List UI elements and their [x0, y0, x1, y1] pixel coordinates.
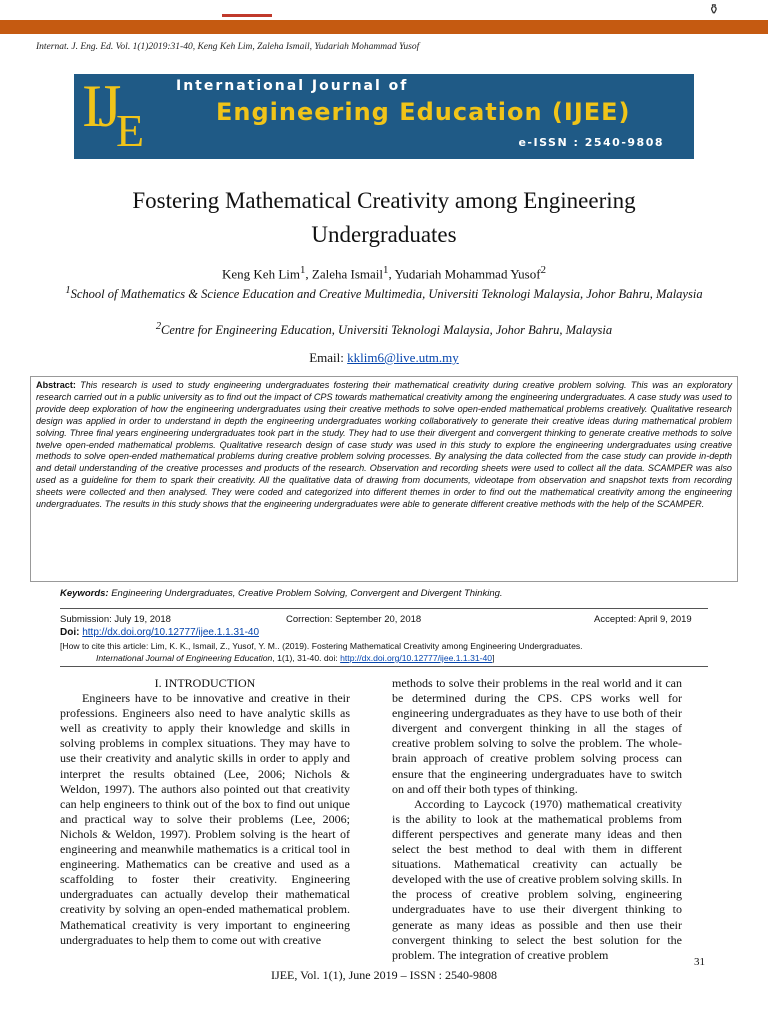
affiliation-1-text: School of Mathematics & Science Education and Creative Multimedia, Universiti Teknologi Malaysia, Johor Bahru, Malaysia	[70, 287, 703, 302]
contact-email	[0, 350, 768, 366]
author-1: Keng Keh Lim	[222, 266, 300, 282]
keywords-text: Engineering Undergraduates, Creative Problem Solving, Convergent and Divergent Thinking.	[108, 588, 503, 599]
email-link[interactable]: kklim6@live.utm.my	[347, 350, 459, 365]
author-list	[0, 264, 768, 282]
affiliation-2	[60, 318, 708, 339]
section-heading-introduction: I. INTRODUCTION	[154, 676, 256, 690]
journal-issn: e-ISSN : 2540-9808	[518, 136, 664, 149]
submission-date: Submission: July 19, 2018	[60, 614, 171, 625]
author-3-affil: 2	[540, 264, 546, 276]
body-paragraph: Engineers have to be innovative and creative in their professions. Engineers also need to have analytic skills as well as creativity to apply their knowledge and skills in solving problems in complex situations. They may have to use their creativity and analytic skills in order to apply and interpret the results obtained (Lee, 2006; Nichols & Weldon, 1997). The authors also pointed out that creativity can help engineers to think out of the box to find out unique and practical way to solve their problems (Lee, 2006; Nichols & Weldon, 1997). Problem solving is the heart of engineering and meanwhile mathematics is a critical tool in engineering. Mathematics can be creative and used as a scaffolding to foster their creativity. Engineering undergraduates can actually develop their mathematical creativity by solving an open-ended mathematical problem. Mathematical creativity is very important to engineering undergraduates to help them to come out with creative	[60, 691, 350, 947]
body-column-right	[392, 676, 682, 963]
paper-title	[0, 184, 768, 252]
keywords-label: Keywords:	[60, 588, 109, 599]
body-column-left	[60, 676, 350, 948]
abstract-paragraph	[36, 380, 732, 511]
top-header-band	[0, 0, 768, 36]
doi-label: Doi:	[60, 627, 83, 638]
journal-logo	[82, 74, 174, 156]
divider-bottom	[60, 666, 708, 667]
author-3: , Yudariah Mohammad Yusof	[388, 266, 541, 282]
header-bar	[0, 20, 768, 34]
page-footer: IJEE, Vol. 1(1), June 2019 – ISSN : 2540-9808	[271, 968, 497, 982]
logo-letter-e: E	[116, 105, 145, 156]
journal-name-line1: International Journal of	[176, 78, 409, 94]
running-citation: Internat. J. Eng. Ed. Vol. 1(1)2019:31-40, Keng Keh Lim, Zaleha Ismail, Yudariah Mohammad Yusof	[36, 42, 420, 52]
divider-top	[60, 608, 708, 609]
how-to-cite-doi-link[interactable]: http://dx.doi.org/10.12777/ijee.1.1.31-40	[340, 653, 493, 663]
how-to-cite-line2	[60, 652, 720, 664]
logo-letters: IJ	[82, 74, 118, 139]
body-paragraph: methods to solve their problems in the real world and it can be determined during the CPS. CPS works well for engineering undergraduates as they have to use both of their divergent and convergent thinking in all the stages of creative problem solving to solve the problem. The whole-brain approach of creative problem solving process can ensure that the engineering undergraduates have to switch on and off their both types of thinking.	[392, 676, 682, 796]
doi-line	[60, 627, 259, 638]
abstract-text: This research is used to study engineering undergraduates fostering their mathematical creativity during creative problem solving. This was an exploratory research carried out in a public university as to find out the impact of CPS towards mathematical creativity among the engineering undergraduates. A case study was used to provide deep exploration of how the engineering undergraduates using their creative methods to solve open-ended mathematical problems creatively. Qualitative research design was applied in order to understand in depth the engineering undergraduates working collaboratively to generate their creative ideas during mathematical problem solving. Three final years engineering undergraduates took part in the study. They had to use their divergent and convergent thinking to generate creative methods to solve twelve open-ended mathematical problems. Qualitative research design of case study was used in this study to explore the engineering undergraduates using creative methods to solve open-ended mathematical problems during creative problem solving processes. By analysing the data collected from the case study can provide in-depth and detail understanding of the creative processes and products of the research. Observation and recording sheets were used to collect all the data. SCAMPER was also used as a guideline for them to spark their creativity. All the qualitative data of drawing from documents, videotape from observation and snapshot texts from recording sheets were collected and then analysed. They were coded and categorized into different themes in order to find out the mathematical creativity among the engineering undergraduates. The results in this study shows that the engineering undergraduates were able to generate different creative methods with the help of the SCAMPER.	[36, 380, 732, 510]
affiliation-2-text: Centre for Engineering Education, Universiti Teknologi Malaysia, Johor Bahru, Malaysia	[161, 323, 613, 338]
affiliation-2-marker: 2	[155, 321, 162, 332]
author-2-affil: 1	[383, 264, 389, 276]
author-1-affil: 1	[299, 264, 306, 276]
how-to-cite-line1: [How to cite this article: Lim, K. K., Ismail, Z., Yusof, Y. M.. (2019). Fostering Mathematical Creativity among Engineering Undergraduates.	[60, 641, 583, 651]
accepted-date: Accepted: April 9, 2019	[594, 614, 692, 625]
page-number: 31	[694, 956, 705, 968]
keywords	[60, 588, 740, 599]
title-line-2: Undergraduates	[311, 222, 457, 247]
journal-banner	[74, 74, 694, 159]
how-to-cite-end: ]	[492, 653, 495, 663]
how-to-cite-journal: International Journal of Engineering Education	[96, 653, 273, 663]
doi-link[interactable]: http://dx.doi.org/10.12777/ijee.1.1.31-40	[82, 627, 260, 638]
header-accent-line	[222, 14, 272, 17]
how-to-cite-volume: , 1(1), 31-40. doi:	[272, 653, 341, 663]
title-line-1: Fostering Mathematical Creativity among Engineering	[132, 188, 636, 213]
abstract-box	[30, 376, 738, 582]
body-paragraph: According to Laycock (1970) mathematical creativity is the ability to look at the mathematical problems from different perspectives and generate many ideas and then select the best method to deal with them in different situations. Mathematical creativity can actually be developed with the use of creative problem solving skills. In the process of creative problem solving, engineering undergraduates have to use their divergent thinking to generate as many ideas as possible and then use their convergent thinking to select the best solution for the problem. The integration of creative problem	[392, 796, 682, 962]
journal-name-line2: Engineering Education (IJEE)	[216, 98, 631, 126]
scroll-icon: ⚱	[708, 3, 720, 18]
how-to-cite	[60, 640, 720, 664]
affiliation-1-marker: 1	[65, 285, 71, 296]
affiliation-1	[60, 282, 708, 303]
correction-date: Correction: September 20, 2018	[286, 614, 422, 625]
email-label: Email:	[309, 350, 348, 365]
author-2: , Zaleha Ismail	[305, 266, 384, 282]
abstract-label: Abstract:	[36, 380, 76, 390]
